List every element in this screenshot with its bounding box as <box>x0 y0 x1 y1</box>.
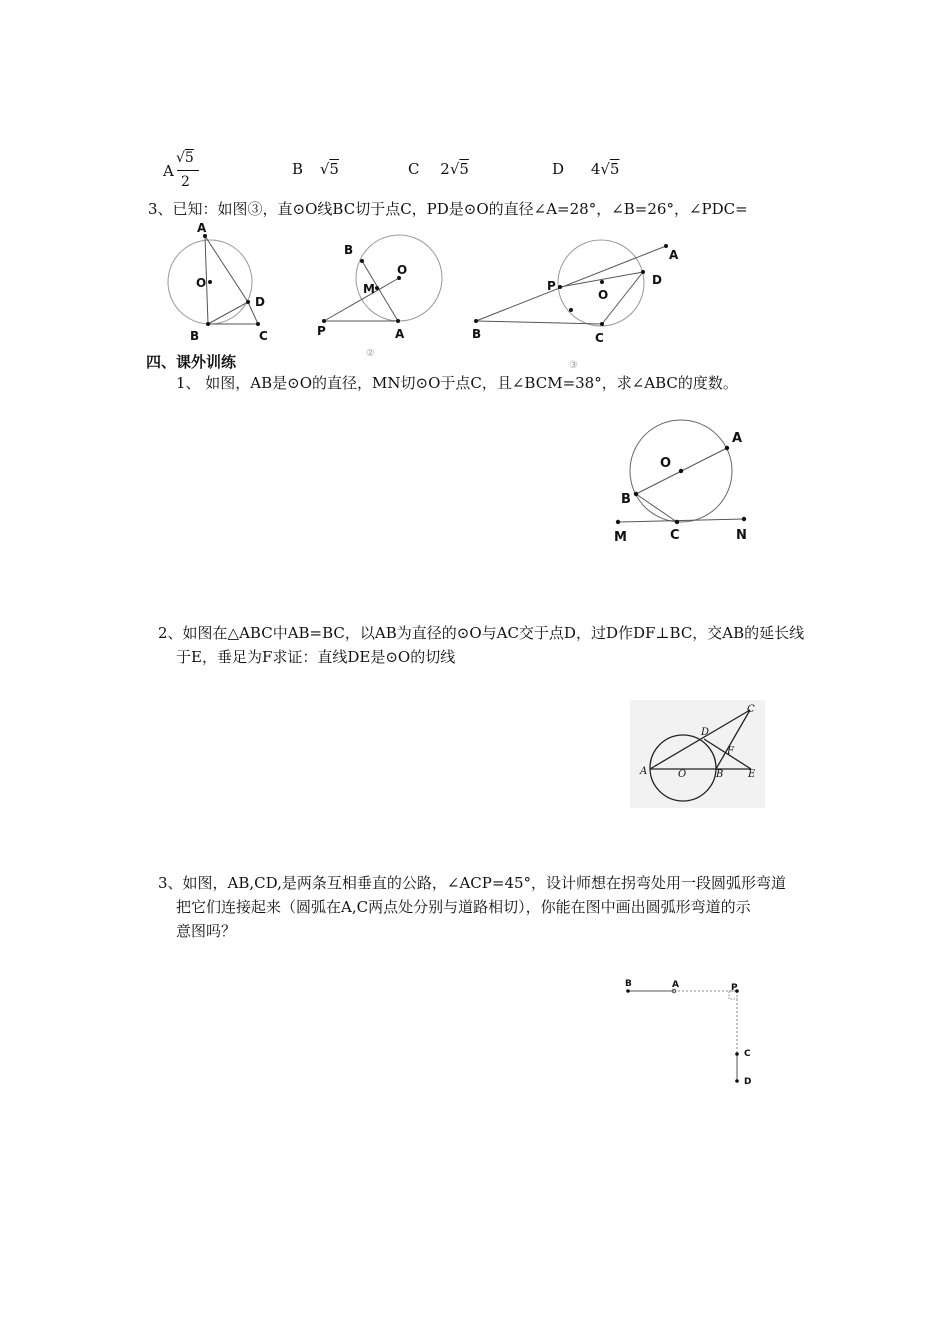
choice-b-value: √5 <box>319 160 339 178</box>
label-a: A <box>732 431 743 446</box>
point-c <box>735 1052 739 1056</box>
choice-c-value: 2√5 <box>440 160 469 178</box>
point-o <box>600 280 604 284</box>
point-b <box>360 259 364 263</box>
label-c: C <box>595 331 604 345</box>
label-b: B <box>716 769 724 780</box>
caption-3: ③ <box>569 360 578 371</box>
fraction-bar <box>177 170 199 171</box>
choice-d-letter: D <box>552 160 565 178</box>
point-d <box>735 1079 739 1083</box>
point-o <box>208 280 212 284</box>
point-c <box>600 322 604 326</box>
label-c: C <box>670 528 680 543</box>
problem-1-text: 1、 如图，AB是⊙O的直径，MN切⊙O于点C，且∠BCM=38°，求∠ABC的度数。 <box>176 374 738 392</box>
label-c: C <box>747 704 755 715</box>
point-b <box>634 492 638 496</box>
label-o: O <box>598 288 609 302</box>
point-m <box>616 520 620 524</box>
label-a: A <box>672 980 679 990</box>
label-f: F <box>727 746 734 757</box>
label-c: C <box>259 329 268 343</box>
point-b <box>626 989 630 993</box>
choice-d <box>552 160 619 178</box>
label-a: A <box>197 221 207 235</box>
label-b: B <box>190 329 200 343</box>
figure-2 <box>310 230 450 365</box>
scan-background <box>630 700 765 808</box>
choice-a-denominator: 2 <box>181 174 190 190</box>
label-o: O <box>660 456 672 471</box>
label-b: B <box>472 327 482 341</box>
point-p <box>558 285 562 289</box>
label-m: M <box>614 530 627 545</box>
label-b: B <box>621 492 631 507</box>
caption-2: ② <box>366 348 375 359</box>
label-a: A <box>669 248 679 262</box>
choice-c <box>408 160 469 178</box>
label-a: A <box>395 327 405 341</box>
point-m <box>375 286 379 290</box>
label-p: P <box>547 279 556 293</box>
problem-3-line1: 3、如图，AB,CD,是两条互相垂直的公路，∠ACP=45°，设计师想在拐弯处用一段圆弧形弯道 <box>158 874 787 892</box>
segment-p-m-o <box>324 278 399 321</box>
point-a <box>725 446 729 450</box>
choice-b <box>292 160 339 178</box>
choice-c-letter: C <box>408 160 420 178</box>
choice-d-value: 4√5 <box>590 160 620 178</box>
label-o: O <box>196 276 207 290</box>
label-n: N <box>736 528 747 543</box>
segment-ad <box>205 236 248 302</box>
choice-a-letter: A <box>163 162 174 180</box>
label-p: P <box>317 324 326 338</box>
segment-pd <box>560 272 643 287</box>
label-d: D <box>255 295 265 309</box>
figure-4 <box>605 410 765 550</box>
problem-2-line2: 于E，垂足为F求证：直线DE是⊙O的切线 <box>176 648 456 666</box>
point-d <box>246 300 250 304</box>
problem-3-line3: 意图吗？ <box>176 922 237 940</box>
figure-1 <box>160 220 280 345</box>
point-a <box>396 319 400 323</box>
segment-bc <box>636 494 677 522</box>
label-c: C <box>744 1049 751 1059</box>
point-c <box>675 520 679 524</box>
label-b: B <box>625 979 632 989</box>
label-d: D <box>744 1077 752 1087</box>
label-m: M <box>363 282 375 296</box>
figure-6 <box>620 975 760 1095</box>
label-o: O <box>678 769 687 780</box>
choice-a <box>163 150 223 194</box>
point-x <box>569 308 573 312</box>
label-a: A <box>640 766 648 777</box>
problem-3-line2: 把它们连接起来（圆弧在A,C两点处分别与道路相切），你能在图中画出圆弧形弯道的示 <box>176 898 751 916</box>
point-a <box>664 244 668 248</box>
label-d: D <box>701 727 710 738</box>
label-d: D <box>652 273 662 287</box>
figure-5 <box>630 700 765 808</box>
point-b <box>206 322 210 326</box>
segment-bd <box>208 302 248 324</box>
choice-b-letter: B <box>292 160 304 178</box>
point-n <box>742 517 746 521</box>
point-d <box>641 270 645 274</box>
label-b: B <box>344 243 354 257</box>
figure-3 <box>465 235 690 375</box>
label-p: P <box>731 983 738 993</box>
point-o <box>679 469 683 473</box>
question-3-text: 3、已知：如图③，直⊙O线BC切于点C，PD是⊙O的直径∠A=28°，∠B=26°，∠PDC= <box>148 200 748 218</box>
problem-2-line1: 2、如图在△ABC中AB=BC，以AB为直径的⊙O与AC交于点D，过D作DF⊥BC，交AB的延长线 <box>158 624 805 642</box>
label-e: E <box>748 769 756 780</box>
choice-a-numerator: √5 <box>176 150 194 166</box>
label-o: O <box>397 263 408 277</box>
point-p <box>322 319 326 323</box>
section-title: 四、课外训练 <box>146 353 237 371</box>
point-c <box>256 322 260 326</box>
point-b <box>474 319 478 323</box>
